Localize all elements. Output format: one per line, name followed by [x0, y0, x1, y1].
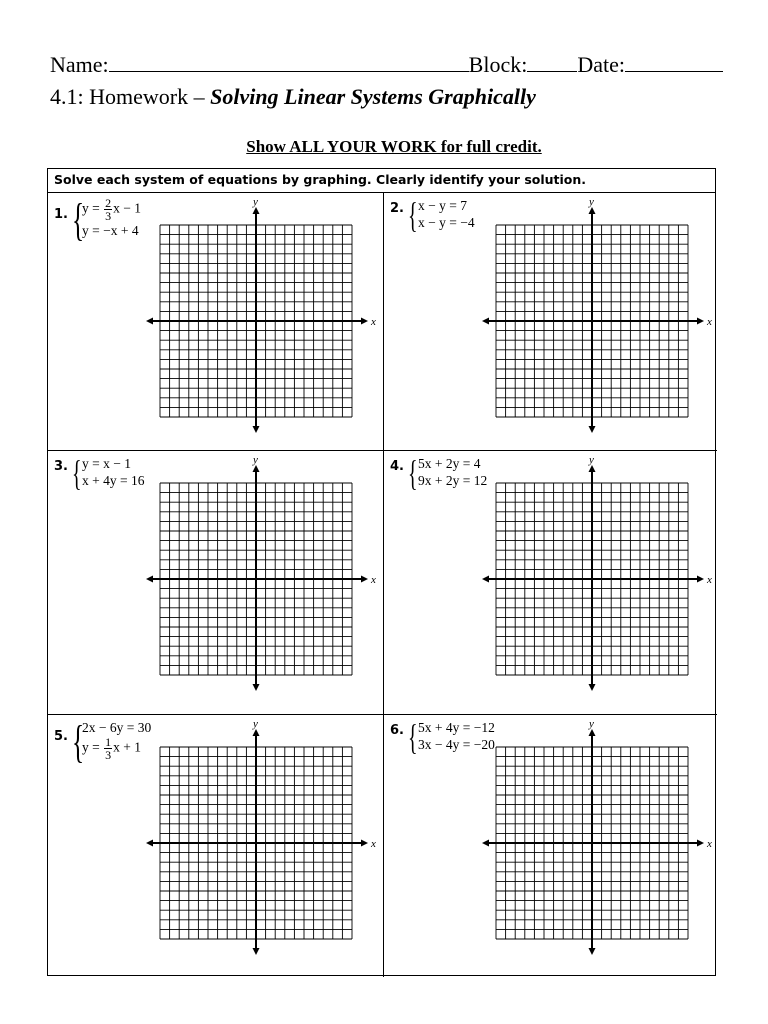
y-axis-up-arrow — [253, 465, 260, 472]
equation-system — [408, 717, 495, 757]
x-axis-left-arrow — [146, 318, 153, 325]
problem-number: 6. — [390, 723, 404, 738]
x-axis-label: x — [371, 316, 376, 328]
system-brace: { — [72, 194, 85, 245]
problem-cell — [48, 193, 381, 450]
equation-system — [408, 195, 475, 235]
x-axis-left-arrow — [146, 840, 153, 847]
y-axis-down-arrow — [589, 426, 596, 433]
x-axis-right-arrow — [697, 840, 704, 847]
fraction-denominator: 3 — [105, 209, 112, 223]
equation: x − y = 7 — [418, 198, 467, 213]
show-work-note: Show ALL YOUR WORK for full credit. — [246, 137, 542, 156]
instructions: Solve each system of equations by graphing. Clearly identify your solution. — [48, 169, 715, 193]
equation-lhs: y = — [82, 739, 104, 755]
problem-number: 3. — [54, 459, 68, 474]
y-axis-down-arrow — [253, 948, 260, 955]
y-axis-label: y — [589, 718, 594, 730]
system-brace: { — [408, 453, 418, 493]
x-axis-label: x — [707, 316, 712, 328]
equation: x + 4y = 16 — [82, 473, 145, 488]
equation: 9x + 2y = 12 — [418, 473, 488, 488]
fraction-denominator: 3 — [105, 748, 112, 762]
problem-cell — [384, 193, 717, 450]
problem-cell — [48, 451, 381, 714]
x-axis-label: x — [707, 838, 712, 850]
fraction-numerator: 2 — [105, 196, 112, 210]
y-axis-label: y — [589, 196, 594, 208]
y-axis-up-arrow — [253, 729, 260, 736]
x-axis-label: x — [707, 574, 712, 586]
y-axis-up-arrow — [589, 729, 596, 736]
page-title — [50, 84, 536, 110]
title-italic: Solving Linear Systems Graphically — [210, 84, 536, 109]
equation-system — [408, 453, 488, 493]
name-field[interactable] — [109, 53, 469, 72]
equation: y = x − 1 — [82, 456, 131, 471]
problem-cell — [384, 451, 717, 714]
equation — [82, 736, 151, 761]
block-label: Block: — [468, 52, 528, 77]
x-axis-right-arrow — [361, 318, 368, 325]
y-axis-up-arrow — [589, 207, 596, 214]
x-axis-right-arrow — [697, 318, 704, 325]
block-field[interactable] — [527, 53, 577, 72]
coordinate-grid[interactable] — [480, 193, 720, 443]
x-axis-left-arrow — [482, 318, 489, 325]
x-axis-label: x — [371, 574, 376, 586]
x-axis-label: x — [371, 838, 376, 850]
y-axis-down-arrow — [253, 426, 260, 433]
y-axis-down-arrow — [589, 684, 596, 691]
problem-cell — [384, 715, 717, 977]
x-axis-left-arrow — [146, 576, 153, 583]
system-brace: { — [72, 716, 85, 767]
title-prefix: 4.1: Homework – — [50, 84, 211, 109]
x-axis-right-arrow — [361, 840, 368, 847]
x-axis-right-arrow — [361, 576, 368, 583]
x-axis-left-arrow — [482, 840, 489, 847]
y-axis-up-arrow — [589, 465, 596, 472]
problem-number: 4. — [390, 459, 404, 474]
y-axis-down-arrow — [253, 684, 260, 691]
fraction — [104, 736, 112, 761]
problem-number: 5. — [54, 729, 68, 744]
coordinate-grid[interactable] — [480, 451, 720, 701]
y-axis-label: y — [253, 196, 258, 208]
system-brace: { — [72, 453, 82, 493]
y-axis-up-arrow — [253, 207, 260, 214]
coordinate-grid[interactable] — [144, 451, 384, 701]
problems-table — [47, 168, 716, 976]
equation-rhs: x + 1 — [113, 739, 141, 755]
fraction — [104, 197, 112, 222]
y-axis-label: y — [253, 718, 258, 730]
y-axis-label: y — [589, 454, 594, 466]
name-label: Name: — [50, 52, 109, 77]
x-axis-right-arrow — [697, 576, 704, 583]
problem-number: 1. — [54, 207, 68, 222]
equation-system — [72, 716, 152, 767]
system-brace: { — [408, 717, 418, 757]
equation-lhs: y = — [82, 200, 104, 216]
problem-cell — [48, 715, 381, 977]
y-axis-down-arrow — [589, 948, 596, 955]
equation: 5x + 2y = 4 — [418, 456, 481, 471]
problem-number: 2. — [390, 201, 404, 216]
equation: 5x + 4y = −12 — [418, 720, 495, 735]
equation: 3x − 4y = −20 — [418, 737, 495, 752]
equation-system — [72, 194, 141, 245]
fraction-numerator: 1 — [105, 735, 112, 749]
coordinate-grid[interactable] — [480, 715, 720, 965]
equation-rhs: x − 1 — [113, 200, 141, 216]
equation: y = −x + 4 — [82, 223, 139, 238]
system-brace: { — [408, 195, 418, 235]
date-field[interactable] — [625, 53, 723, 72]
equation: 2x − 6y = 30 — [82, 720, 152, 735]
equation-system — [72, 453, 145, 493]
coordinate-grid[interactable] — [144, 193, 384, 443]
equation: x − y = −4 — [418, 215, 475, 230]
name-block-date-line — [50, 52, 723, 78]
coordinate-grid[interactable] — [144, 715, 384, 965]
equation — [82, 197, 141, 222]
date-label: Date: — [577, 52, 625, 77]
y-axis-label: y — [253, 454, 258, 466]
x-axis-left-arrow — [482, 576, 489, 583]
